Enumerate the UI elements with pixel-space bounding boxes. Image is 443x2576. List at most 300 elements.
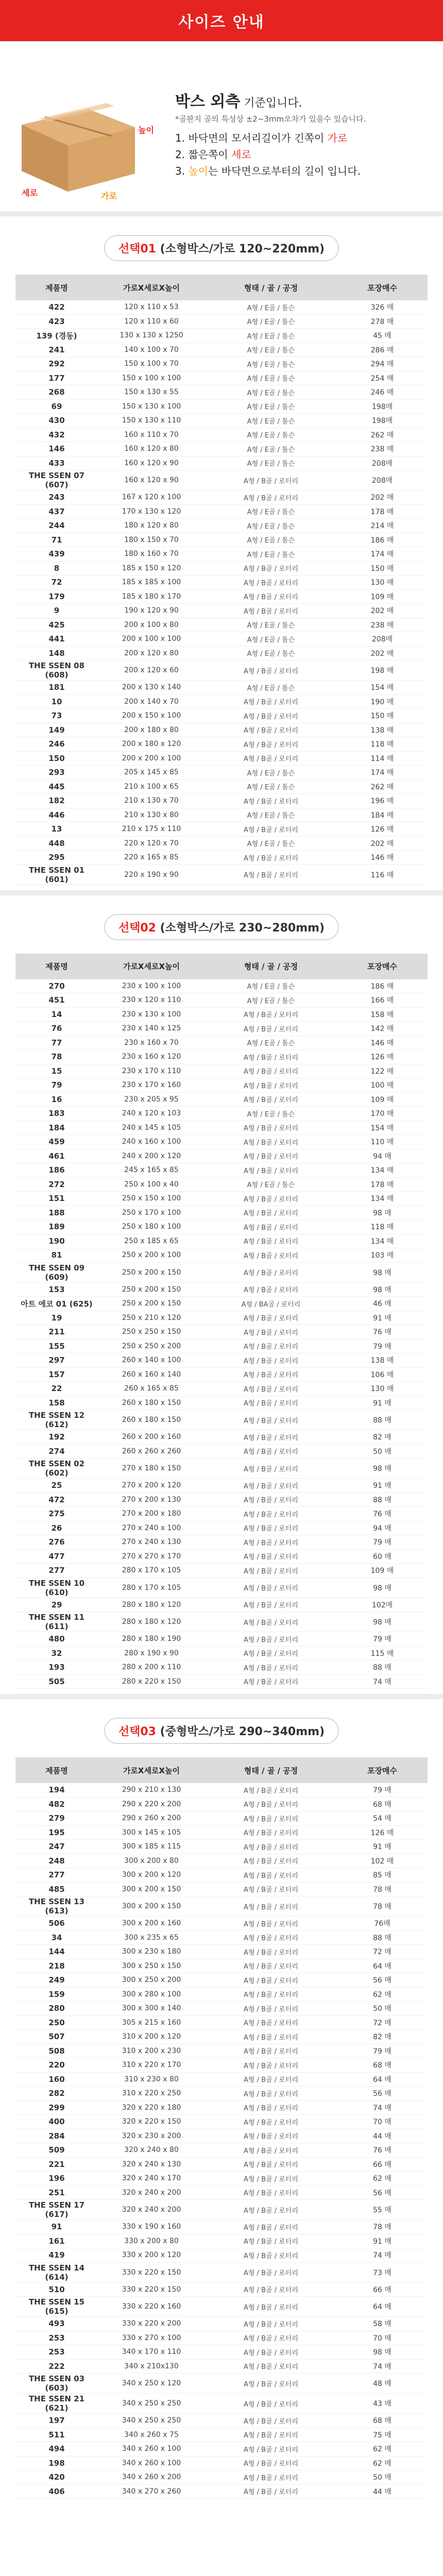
- table-row: [15, 1535, 428, 1550]
- pack-quantity: 174 매: [337, 547, 428, 562]
- product-name: THE SSEN 10 (610): [15, 1578, 98, 1598]
- dimensions: 340 x 260 x 100: [98, 2442, 205, 2456]
- type-flute-process: A형 / B골 / 로터리: [205, 2220, 337, 2234]
- dimensions: 300 x 200 x 120: [98, 1868, 205, 1883]
- type-flute-process: A형 / B골 / 로터리: [205, 1632, 337, 1647]
- dimensions: 300 x 250 x 200: [98, 1973, 205, 1988]
- table-row: [15, 1396, 428, 1410]
- pack-quantity: 134 매: [337, 1163, 428, 1178]
- type-flute-process: A형 / B골 / 로터리: [205, 2248, 337, 2263]
- dimensions: 250 x 210 x 120: [98, 1311, 205, 1325]
- product-name: 420: [15, 2470, 98, 2485]
- table-row: [15, 2072, 428, 2087]
- type-flute-process: A형 / B골 / 로터리: [205, 865, 337, 885]
- dimensions: 120 x 110 x 60: [98, 314, 205, 329]
- pack-quantity: 190 매: [337, 694, 428, 709]
- pack-quantity: 72 매: [337, 1945, 428, 1959]
- table-row: [15, 1578, 428, 1598]
- product-name: 422: [15, 300, 98, 314]
- type-flute-process: A형 / E골 / 톰슨: [205, 343, 337, 357]
- table-row: [15, 822, 428, 837]
- product-name: 284: [15, 2129, 98, 2143]
- product-name: 448: [15, 836, 98, 851]
- pack-quantity: 94 매: [337, 1521, 428, 1535]
- size-table: [15, 275, 428, 885]
- dimensions: 200 x 130 x 140: [98, 681, 205, 695]
- dimensions: 200 x 180 x 120: [98, 737, 205, 752]
- size-table-header: [15, 954, 428, 979]
- product-name: 198: [15, 2456, 98, 2470]
- product-name: 192: [15, 1430, 98, 1445]
- dimensions: 300 x 145 x 105: [98, 1825, 205, 1840]
- pack-quantity: 166 매: [337, 993, 428, 1008]
- dimensions: 330 x 200 x 80: [98, 2234, 205, 2248]
- type-flute-process: A형 / B골 / 로터리: [205, 822, 337, 837]
- pack-quantity: 254 매: [337, 371, 428, 385]
- pack-quantity: 126 매: [337, 1050, 428, 1064]
- table-row: [15, 2442, 428, 2456]
- product-name: 22: [15, 1382, 98, 1396]
- pack-quantity: 146 매: [337, 1036, 428, 1050]
- pack-quantity: 50 매: [337, 2002, 428, 2016]
- column-header: 가로X세로X높이: [98, 275, 205, 300]
- dimensions: 240 x 160 x 100: [98, 1135, 205, 1149]
- dimensions: 330 x 200 x 120: [98, 2248, 205, 2263]
- type-flute-process: A형 / E골 / 톰슨: [205, 1107, 337, 1121]
- table-row: [15, 1248, 428, 1263]
- table-row: [15, 2030, 428, 2044]
- pack-quantity: 74 매: [337, 2100, 428, 2115]
- type-flute-process: A형 / B골 / 로터리: [205, 2428, 337, 2442]
- dimensions: 290 x 220 x 200: [98, 1797, 205, 1811]
- dimensions: 320 x 220 x 150: [98, 2115, 205, 2129]
- table-row: [15, 2297, 428, 2317]
- product-name: 243: [15, 490, 98, 505]
- section-title-pill: [104, 1718, 339, 1744]
- pack-quantity: 66 매: [337, 2282, 428, 2297]
- pack-quantity: 186 매: [337, 979, 428, 993]
- dimensions: 320 x 240 x 200: [98, 2200, 205, 2220]
- table-row: [15, 343, 428, 357]
- product-name: 76: [15, 1022, 98, 1036]
- product-name: 268: [15, 385, 98, 400]
- dimensions: 290 x 260 x 200: [98, 1811, 205, 1826]
- dimensions: 330 x 220 x 150: [98, 2262, 205, 2282]
- pack-quantity: 76 매: [337, 2143, 428, 2158]
- table-row: [15, 1479, 428, 1493]
- product-name: THE SSEN 02 (602): [15, 1459, 98, 1479]
- pack-quantity: 56 매: [337, 1973, 428, 1988]
- product-name: 71: [15, 533, 98, 547]
- product-name: 73: [15, 709, 98, 723]
- pack-quantity: 170 매: [337, 1107, 428, 1121]
- table-row: [15, 681, 428, 695]
- table-row: [15, 723, 428, 737]
- product-name: 77: [15, 1036, 98, 1050]
- dimensions: 340 x 250 x 120: [98, 2374, 205, 2394]
- type-flute-process: A형 / E골 / 톰슨: [205, 836, 337, 851]
- product-name: 282: [15, 2087, 98, 2101]
- type-flute-process: A형 / B골 / 로터리: [205, 1646, 337, 1660]
- table-row: [15, 1646, 428, 1660]
- product-name: 222: [15, 2359, 98, 2374]
- type-flute-process: A형 / B골 / 로터리: [205, 2157, 337, 2172]
- dimensions: 260 x 180 x 150: [98, 1410, 205, 1430]
- page-header: [0, 0, 443, 41]
- pack-quantity: 238 매: [337, 442, 428, 456]
- dimensions: 300 x 250 x 150: [98, 1959, 205, 1973]
- product-name: 179: [15, 589, 98, 604]
- product-name: 9: [15, 604, 98, 618]
- pack-quantity: 94 매: [337, 1149, 428, 1163]
- dimensions: 200 x 180 x 80: [98, 723, 205, 737]
- pack-quantity: 98 매: [337, 1206, 428, 1220]
- table-row: [15, 1282, 428, 1297]
- pack-quantity: 60 매: [337, 1549, 428, 1564]
- table-row: [15, 1896, 428, 1917]
- product-name: 274: [15, 1444, 98, 1459]
- table-row: [15, 604, 428, 618]
- type-flute-process: A형 / B골 / 로터리: [205, 2331, 337, 2345]
- pack-quantity: 68 매: [337, 2414, 428, 2428]
- table-row: [15, 456, 428, 470]
- height-label: 높이: [138, 125, 154, 135]
- product-name: 508: [15, 2044, 98, 2058]
- table-row: [15, 1632, 428, 1647]
- dimensions: 240 x 120 x 103: [98, 1107, 205, 1121]
- product-name: THE SSEN 07 (607): [15, 470, 98, 490]
- type-flute-process: A형 / B골 / 로터리: [205, 1050, 337, 1064]
- pack-quantity: 98 매: [337, 1612, 428, 1632]
- pack-quantity: 122 매: [337, 1064, 428, 1078]
- table-row: [15, 1064, 428, 1078]
- dimensions: 330 x 220 x 150: [98, 2282, 205, 2297]
- dimensions: 150 x 100 x 100: [98, 371, 205, 385]
- type-flute-process: A형 / B골 / 로터리: [205, 1410, 337, 1430]
- product-name: 425: [15, 618, 98, 632]
- table-row: [15, 1854, 428, 1868]
- table-row: [15, 2129, 428, 2143]
- size-sections: [0, 211, 443, 2504]
- table-row: [15, 808, 428, 822]
- product-name: 250: [15, 2015, 98, 2030]
- table-row: [15, 2414, 428, 2428]
- product-name: THE SSEN 13 (613): [15, 1896, 98, 1917]
- table-row: [15, 1410, 428, 1430]
- type-flute-process: A형 / B골 / 로터리: [205, 2297, 337, 2317]
- product-name: 13: [15, 822, 98, 837]
- size-table: [15, 1757, 428, 2499]
- dimensions: 260 x 160 x 140: [98, 1367, 205, 1382]
- product-name: 186: [15, 1163, 98, 1178]
- dimensions: 210 x 130 x 70: [98, 794, 205, 808]
- dimensions: 340 x 260 x 75: [98, 2428, 205, 2442]
- dimensions: 260 x 260 x 260: [98, 1444, 205, 1459]
- dimensions: 230 x 170 x 160: [98, 1078, 205, 1093]
- product-name: 29: [15, 1598, 98, 1612]
- table-row: [15, 575, 428, 590]
- guide-title-strong: 박스 외측: [175, 93, 241, 111]
- type-flute-process: A형 / B골 / 로터리: [205, 1459, 337, 1479]
- dimensions: 240 x 145 x 105: [98, 1121, 205, 1135]
- dimensions: 150 x 100 x 70: [98, 357, 205, 371]
- table-row: [15, 1177, 428, 1192]
- dimensions: 300 x 300 x 140: [98, 2002, 205, 2016]
- product-name: 461: [15, 1149, 98, 1163]
- pack-quantity: 50 매: [337, 2470, 428, 2485]
- pack-quantity: 88 매: [337, 1410, 428, 1430]
- product-name: 189: [15, 1220, 98, 1234]
- dimensions: 185 x 150 x 120: [98, 561, 205, 575]
- type-flute-process: A형 / E골 / 톰슨: [205, 399, 337, 414]
- table-row: [15, 1206, 428, 1220]
- product-name: THE SSEN 09 (609): [15, 1262, 98, 1282]
- dimensions: 270 x 180 x 150: [98, 1459, 205, 1479]
- product-name: 26: [15, 1521, 98, 1535]
- pack-quantity: 64 매: [337, 2072, 428, 2087]
- dimensions: 200 x 120 x 60: [98, 660, 205, 681]
- product-name: 161: [15, 2234, 98, 2248]
- type-flute-process: A형 / B골 / 로터리: [205, 1149, 337, 1163]
- dimensions: 280 x 220 x 150: [98, 1674, 205, 1689]
- pack-quantity: 70 매: [337, 2115, 428, 2129]
- table-row: [15, 1262, 428, 1282]
- product-name: 280: [15, 2002, 98, 2016]
- pack-quantity: 126 매: [337, 1825, 428, 1840]
- product-name: 406: [15, 2484, 98, 2499]
- type-flute-process: A형 / B골 / 로터리: [205, 723, 337, 737]
- pack-quantity: 178 매: [337, 504, 428, 519]
- product-name: 155: [15, 1339, 98, 1353]
- dimensions: 230 x 170 x 110: [98, 1064, 205, 1078]
- type-flute-process: A형 / B골 / 로터리: [205, 2470, 337, 2485]
- product-name: 181: [15, 681, 98, 695]
- section-title-wrap: [15, 1718, 428, 1744]
- type-flute-process: A형 / B골 / 로터리: [205, 1353, 337, 1368]
- product-name: 149: [15, 723, 98, 737]
- dimensions: 230 x 100 x 100: [98, 979, 205, 993]
- guide-line-3-em: 높이: [188, 165, 209, 177]
- type-flute-process: A형 / B골 / 로터리: [205, 2100, 337, 2115]
- pack-quantity: 246 매: [337, 385, 428, 400]
- table-row: [15, 618, 428, 632]
- pack-quantity: 100 매: [337, 1078, 428, 1093]
- size-section-1: [0, 216, 443, 890]
- product-name: 485: [15, 1882, 98, 1896]
- product-name: THE SSEN 11 (611): [15, 1612, 98, 1632]
- table-row: [15, 1311, 428, 1325]
- dimensions: 210 x 100 x 65: [98, 779, 205, 794]
- pack-quantity: 126 매: [337, 822, 428, 837]
- product-name: 69: [15, 399, 98, 414]
- type-flute-process: A형 / E골 / 톰슨: [205, 329, 337, 343]
- dimensions: 320 x 230 x 200: [98, 2129, 205, 2143]
- table-row: [15, 1149, 428, 1163]
- product-name: 430: [15, 414, 98, 428]
- table-row: [15, 632, 428, 647]
- table-row: [15, 314, 428, 329]
- cardboard-box-illustration: [11, 89, 145, 202]
- table-row: [15, 589, 428, 604]
- table-row: [15, 470, 428, 490]
- product-name: 220: [15, 2058, 98, 2073]
- pack-quantity: 44 매: [337, 2129, 428, 2143]
- product-name: 251: [15, 2185, 98, 2200]
- section-title-wrap: [15, 235, 428, 261]
- product-name: 247: [15, 1840, 98, 1854]
- dimensions: 340 x 260 x 200: [98, 2470, 205, 2485]
- type-flute-process: A형 / B골 / 로터리: [205, 2129, 337, 2143]
- pack-quantity: 91 매: [337, 1479, 428, 1493]
- type-flute-process: A형 / B골 / 로터리: [205, 1549, 337, 1564]
- pack-quantity: 68 매: [337, 2058, 428, 2073]
- dimensions: 200 x 100 x 100: [98, 632, 205, 647]
- table-row: [15, 2015, 428, 2030]
- type-flute-process: A형 / B골 / 로터리: [205, 1206, 337, 1220]
- product-name: 419: [15, 2248, 98, 2263]
- dimensions: 230 x 130 x 100: [98, 1007, 205, 1022]
- column-header: 가로X세로X높이: [98, 954, 205, 979]
- pack-quantity: 98 매: [337, 1459, 428, 1479]
- dimensions: 300 x 185 x 115: [98, 1840, 205, 1854]
- guide-line-2-text: 2. 짧은쪽이: [175, 148, 232, 161]
- table-row: [15, 1825, 428, 1840]
- type-flute-process: A형 / E골 / 톰슨: [205, 1177, 337, 1192]
- dimensions: 260 x 200 x 160: [98, 1430, 205, 1445]
- product-name: 482: [15, 1797, 98, 1811]
- pack-quantity: 45 매: [337, 329, 428, 343]
- pack-quantity: 130 매: [337, 575, 428, 590]
- type-flute-process: A형 / B골 / 로터리: [205, 1311, 337, 1325]
- product-name: 190: [15, 1234, 98, 1248]
- size-table-body: [15, 300, 428, 885]
- table-row: [15, 646, 428, 660]
- type-flute-process: A형 / B골 / 로터리: [205, 1987, 337, 2002]
- type-flute-process: A형 / B골 / 로터리: [205, 1882, 337, 1896]
- pack-quantity: 178 매: [337, 1177, 428, 1192]
- dimensions: 250 x 185 x 65: [98, 1234, 205, 1248]
- type-flute-process: A형 / B골 / 로터리: [205, 1945, 337, 1959]
- product-name: 148: [15, 646, 98, 660]
- dimensions: 140 x 100 x 70: [98, 343, 205, 357]
- dimensions: 250 x 200 x 150: [98, 1297, 205, 1311]
- dimensions: 310 x 200 x 230: [98, 2044, 205, 2058]
- pack-quantity: 78 매: [337, 1882, 428, 1896]
- type-flute-process: A형 / B골 / 로터리: [205, 1382, 337, 1396]
- header-row: [15, 275, 428, 300]
- product-name: 299: [15, 2100, 98, 2115]
- column-header: 포장매수: [337, 954, 428, 979]
- section-title-pill: [104, 914, 339, 940]
- dimensions: 250 x 170 x 100: [98, 1206, 205, 1220]
- type-flute-process: A형 / B골 / 로터리: [205, 1973, 337, 1988]
- product-name: 292: [15, 357, 98, 371]
- column-header: 포장매수: [337, 275, 428, 300]
- type-flute-process: A형 / B골 / 로터리: [205, 1783, 337, 1797]
- pack-quantity: 66 매: [337, 2157, 428, 2172]
- pack-quantity: 62 매: [337, 2442, 428, 2456]
- table-row: [15, 1121, 428, 1135]
- dimensions: 300 x 230 x 180: [98, 1945, 205, 1959]
- table-row: [15, 519, 428, 533]
- table-row: [15, 1783, 428, 1797]
- type-flute-process: A형 / E골 / 톰슨: [205, 357, 337, 371]
- dimensions: 270 x 200 x 130: [98, 1493, 205, 1507]
- product-name: 423: [15, 314, 98, 329]
- product-name: 246: [15, 737, 98, 752]
- type-flute-process: A형 / B골 / 로터리: [205, 1564, 337, 1578]
- table-row: [15, 1444, 428, 1459]
- guide-line-3-pre: 3.: [175, 165, 189, 177]
- type-flute-process: A형 / B골 / 로터리: [205, 2058, 337, 2073]
- pack-quantity: 58 매: [337, 2317, 428, 2331]
- pack-quantity: 294 매: [337, 357, 428, 371]
- type-flute-process: A형 / E골 / 톰슨: [205, 618, 337, 632]
- pack-quantity: 326 매: [337, 300, 428, 314]
- pack-quantity: 50 매: [337, 1444, 428, 1459]
- product-name: 511: [15, 2428, 98, 2442]
- type-flute-process: A형 / B골 / 로터리: [205, 660, 337, 681]
- product-name: THE SSEN 01 (601): [15, 865, 98, 885]
- table-row: [15, 2359, 428, 2374]
- header-row: [15, 1757, 428, 1783]
- pack-quantity: 55 매: [337, 2200, 428, 2220]
- dimensions: 190 x 120 x 90: [98, 604, 205, 618]
- product-name: 253: [15, 2345, 98, 2360]
- type-flute-process: A형 / B골 / 로터리: [205, 1234, 337, 1248]
- type-flute-process: A형 / E골 / 톰슨: [205, 300, 337, 314]
- pack-quantity: 98 매: [337, 1282, 428, 1297]
- type-flute-process: A형 / B골 / 로터리: [205, 2002, 337, 2016]
- section-description: (소형박스/가로 230~280mm): [156, 921, 325, 935]
- type-flute-process: A형 / E골 / 톰슨: [205, 766, 337, 780]
- table-row: [15, 1811, 428, 1826]
- type-flute-process: A형 / B골 / 로터리: [205, 1192, 337, 1206]
- product-name: 253: [15, 2331, 98, 2345]
- table-row: [15, 1297, 428, 1311]
- type-flute-process: A형 / B골 / 로터리: [205, 2072, 337, 2087]
- pack-quantity: 118 매: [337, 1220, 428, 1234]
- pack-quantity: 198매: [337, 414, 428, 428]
- section-choice-label: 선택01: [118, 243, 156, 256]
- pack-quantity: 73 매: [337, 2262, 428, 2282]
- table-row: [15, 766, 428, 780]
- product-name: 472: [15, 1493, 98, 1507]
- dimensions: 230 x 205 x 95: [98, 1092, 205, 1107]
- pack-quantity: 286 매: [337, 343, 428, 357]
- guide-line-3-post: 는 바닥면으로부터의 길이 입니다.: [208, 165, 361, 177]
- page-title: 사이즈 안내: [178, 13, 265, 31]
- product-name: 249: [15, 1973, 98, 1988]
- pack-quantity: 68 매: [337, 1797, 428, 1811]
- type-flute-process: A형 / B골 / 로터리: [205, 1325, 337, 1340]
- table-row: [15, 2172, 428, 2186]
- table-row: [15, 1660, 428, 1675]
- pack-quantity: 43 매: [337, 2394, 428, 2414]
- pack-quantity: 82 매: [337, 1430, 428, 1445]
- type-flute-process: A형 / B골 / 로터리: [205, 1598, 337, 1612]
- table-row: [15, 1382, 428, 1396]
- dimensions: 260 x 180 x 150: [98, 1396, 205, 1410]
- pack-quantity: 146 매: [337, 851, 428, 865]
- pack-quantity: 75 매: [337, 2428, 428, 2442]
- table-row: [15, 709, 428, 723]
- table-row: [15, 2002, 428, 2016]
- type-flute-process: A형 / E골 / 톰슨: [205, 504, 337, 519]
- dimensions: 300 x 200 x 150: [98, 1896, 205, 1917]
- product-name: 244: [15, 519, 98, 533]
- table-row: [15, 836, 428, 851]
